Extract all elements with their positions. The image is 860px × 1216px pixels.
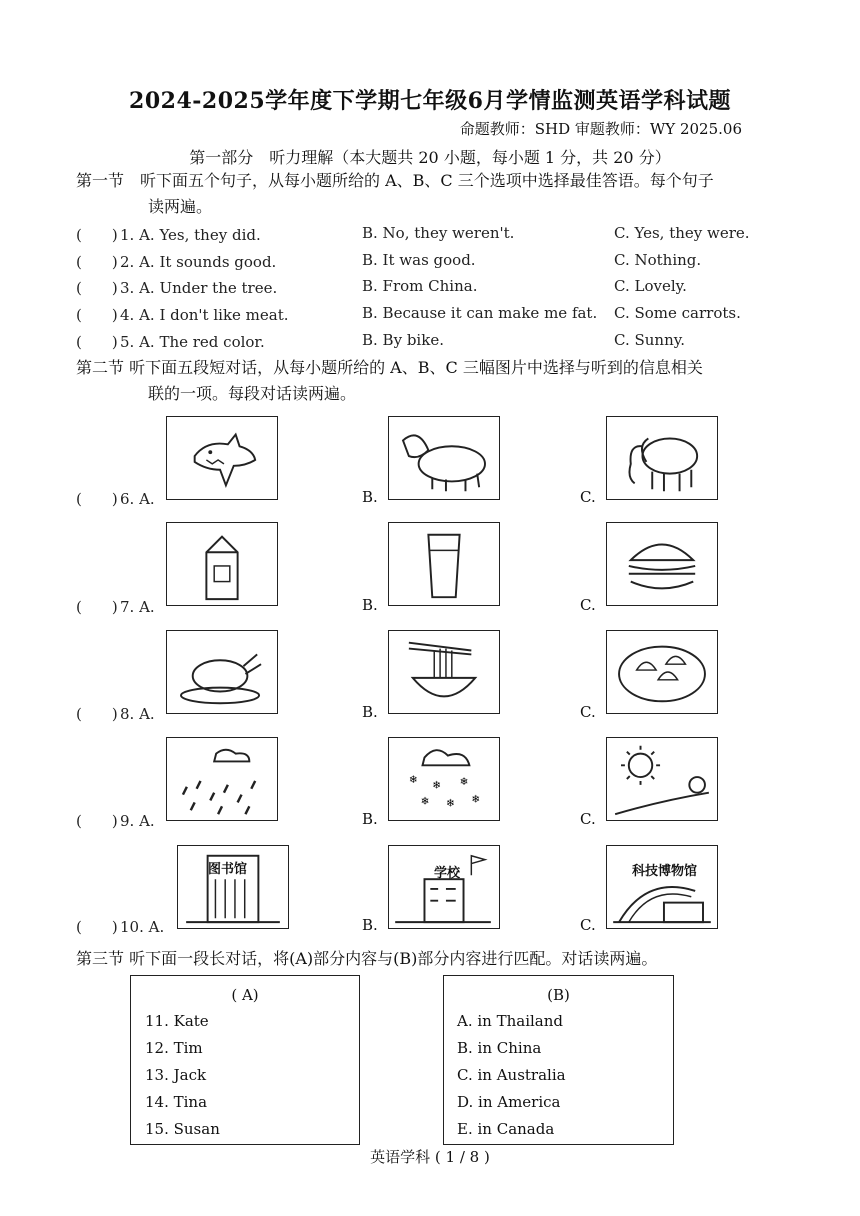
question-3-option-b: B. From China. [362, 277, 478, 295]
sunny-icon [606, 737, 718, 821]
page-footer: 英语学科 ( 1 / 8 ) [370, 1148, 490, 1166]
question-6: ( ) 6. A. [76, 490, 155, 508]
list-item: E. in Canada [457, 1120, 555, 1138]
question-9-option-b: B. [362, 810, 378, 828]
question-1-option-b: B. No, they weren't. [362, 224, 515, 242]
question-4: ( ) 4. A. I don't like meat. [76, 306, 289, 324]
question-1: ( ) 1. A. Yes, they did. [76, 226, 261, 244]
list-item: 14. Tina [145, 1093, 208, 1111]
svg-text:❄: ❄ [445, 796, 455, 810]
hippo-icon [388, 416, 500, 500]
question-2: ( ) 2. A. It sounds good. [76, 253, 277, 271]
question-6-option-c: C. [580, 488, 596, 506]
list-item: C. in Australia [457, 1066, 566, 1084]
question-8: ( ) 8. A. [76, 705, 155, 723]
question-5: ( ) 5. A. The red color. [76, 333, 265, 351]
list-item: B. in China [457, 1039, 542, 1057]
noodles-icon [388, 630, 500, 714]
svg-text:❄: ❄ [432, 778, 442, 792]
list-item: D. in America [457, 1093, 561, 1111]
box-a-heading: ( A) [231, 986, 259, 1004]
question-7: ( ) 7. A. [76, 598, 155, 616]
library-sign: 图书馆 [208, 862, 248, 877]
svg-text:❄: ❄ [471, 792, 481, 806]
elephant-icon [606, 416, 718, 500]
exam-meta: 命题教师：SHD 审题教师：WY 2025.06 [459, 120, 742, 138]
question-7-option-c: C. [580, 596, 596, 614]
question-4-option-c: C. Some carrots. [614, 304, 741, 322]
section3-heading: 第三节 听下面一段长对话，将(A)部分内容与(B)部分内容进行匹配。对话读两遍。 [76, 949, 658, 968]
list-item: A. in Thailand [457, 1012, 564, 1030]
question-10-option-b: B. [362, 916, 378, 934]
question-3: ( ) 3. A. Under the tree. [76, 279, 278, 297]
shark-icon [166, 416, 278, 500]
school-sign: 学校 [434, 866, 461, 881]
part1-heading: 第一部分 听力理解（本大题共 20 小题，每小题 1 分，共 20 分） [189, 148, 671, 167]
question-8-option-b: B. [362, 703, 378, 721]
question-2-option-c: C. Nothing. [614, 251, 702, 269]
svg-text:❄: ❄ [420, 794, 430, 808]
question-10-option-c: C. [580, 916, 596, 934]
exam-title: 2024-2025学年度下学期七年级6月学情监测英语学科试题 [129, 88, 731, 114]
glass-of-water-icon [388, 522, 500, 606]
svg-text:❄: ❄ [459, 774, 469, 788]
list-item: 11. Kate [145, 1012, 209, 1030]
section1-heading: 第一节 听下面五个句子，从每小题所给的 A、B、C 三个选项中选择最佳答语。每个句子 读两遍。 [76, 171, 714, 216]
museum-icon [606, 845, 718, 929]
question-2-option-b: B. It was good. [362, 251, 476, 269]
question-4-option-b: B. Because it can make me fat. [362, 304, 598, 322]
question-3-option-c: C. Lovely. [614, 277, 687, 295]
question-10: ( ) 10. A. [76, 918, 165, 936]
question-7-option-b: B. [362, 596, 378, 614]
question-8-option-c: C. [580, 703, 596, 721]
list-item: 15. Susan [145, 1120, 220, 1138]
section2-heading: 第二节 听下面五段短对话，从每小题所给的 A、B、C 三幅图片中选择与听到的信息相关 联的一项。每段对话读两遍。 [76, 358, 703, 403]
matching-box-b [443, 975, 674, 1145]
hamburger-icon [606, 522, 718, 606]
school-icon [388, 845, 500, 929]
snow-icon [388, 737, 500, 821]
question-1-option-c: C. Yes, they were. [614, 224, 750, 242]
list-item: 12. Tim [145, 1039, 203, 1057]
question-5-option-b: B. By bike. [362, 331, 444, 349]
matching-box-a [130, 975, 360, 1145]
svg-text:❄: ❄ [408, 772, 418, 786]
rain-icon [166, 737, 278, 821]
question-9: ( ) 9. A. [76, 812, 155, 830]
milk-carton-icon [166, 522, 278, 606]
question-6-option-b: B. [362, 488, 378, 506]
museum-sign: 科技博物馆 [632, 864, 698, 879]
list-item: 13. Jack [145, 1066, 207, 1084]
question-9-option-c: C. [580, 810, 596, 828]
roast-chicken-icon [166, 630, 278, 714]
question-5-option-c: C. Sunny. [614, 331, 685, 349]
dumplings-icon [606, 630, 718, 714]
box-b-heading: (B) [547, 986, 570, 1004]
